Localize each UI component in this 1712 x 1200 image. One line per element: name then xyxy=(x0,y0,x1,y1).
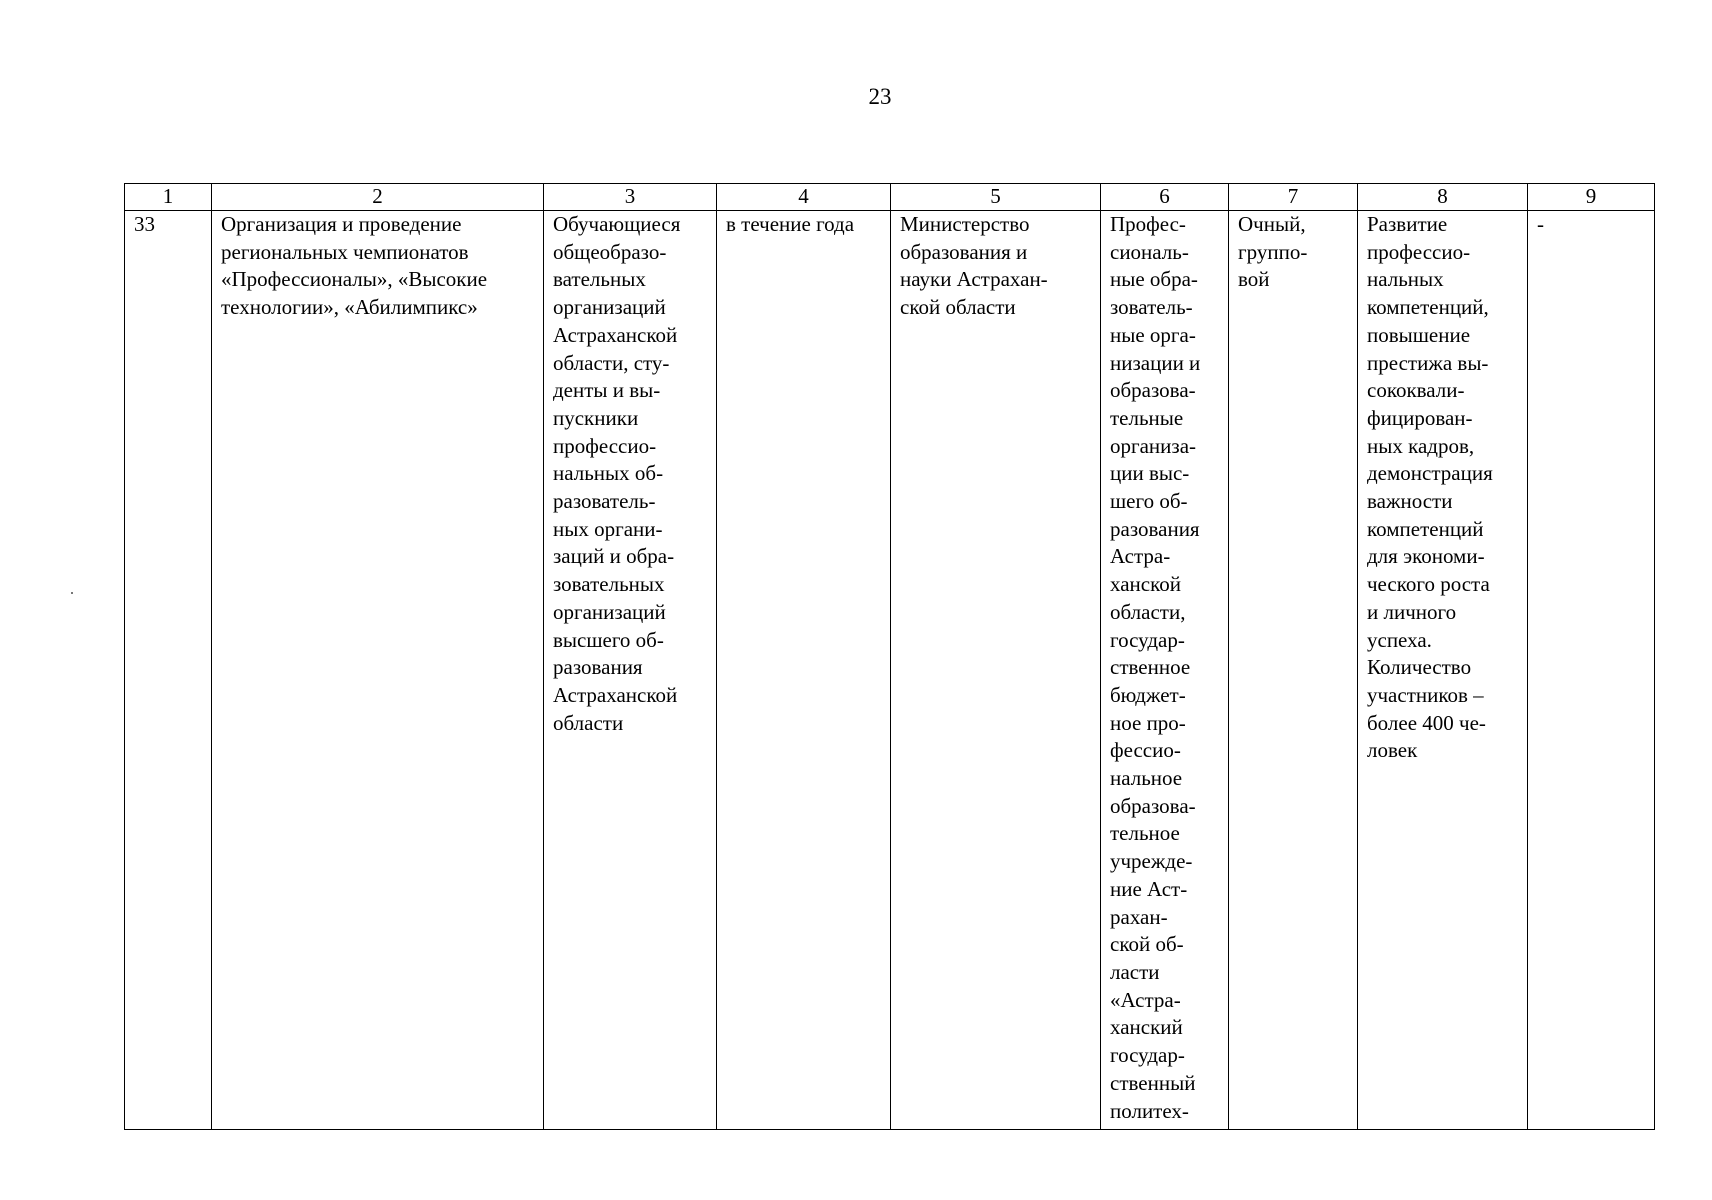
activity-table xyxy=(124,183,1655,1130)
responsible: Министерство образования и науки Астрахан- ской области xyxy=(900,212,1048,320)
notes: - xyxy=(1537,212,1544,236)
header-row xyxy=(125,184,1655,211)
scan-speck xyxy=(71,592,73,594)
column-header-9: 9 xyxy=(1528,184,1655,211)
participants: Обучающиеся общеобразо- вательных организаций Астраханской области, сту- денты и вы- пускники профессио- нальных об- разователь- ных органи- заций и обра- зовательных организаций высшего об- разования Астраханской области xyxy=(553,212,681,735)
format: Очный, группо- вой xyxy=(1238,212,1308,292)
column-header-3: 3 xyxy=(544,184,717,211)
format-cell xyxy=(1229,211,1358,1130)
participants-cell xyxy=(544,211,717,1130)
table-row xyxy=(125,211,1655,1130)
co-organizers: Профес- сиональ- ные обра- зователь- ные орга- низации и образова- тельные организа- ции выс- шего об- разования Астра- ханской области, государ- ственное бюджет- ное про- фессио- нальное образова- тельное учрежде- ние Аст- рахан- ской об- ласти «Астра- ханский государ- ственный политех- xyxy=(1110,212,1201,1123)
co-organizers-cell xyxy=(1101,211,1229,1130)
responsible-cell xyxy=(891,211,1101,1130)
period-cell xyxy=(717,211,891,1130)
row-number-cell xyxy=(125,211,212,1130)
column-header-5: 5 xyxy=(891,184,1101,211)
column-header-2: 2 xyxy=(212,184,544,211)
expected-result: Развитие профессио- нальных компетенций, повышение престижа вы- сококвали- фицирован- ных кадров, демонстрация важности компетенций для экономи- ческого роста и личного успеха. Количество участников – более 400 че- ловек xyxy=(1367,212,1493,763)
column-header-7: 7 xyxy=(1229,184,1358,211)
column-header-6: 6 xyxy=(1101,184,1229,211)
event-name-cell xyxy=(212,211,544,1130)
expected-result-cell xyxy=(1358,211,1528,1130)
column-header-1: 1 xyxy=(125,184,212,211)
column-header-8: 8 xyxy=(1358,184,1528,211)
period: в течение года xyxy=(726,212,855,236)
page-number: 23 xyxy=(868,84,892,109)
notes-cell xyxy=(1528,211,1655,1130)
column-header-4: 4 xyxy=(717,184,891,211)
row-number: 33 xyxy=(134,212,155,236)
event-name: Организация и проведение региональных чемпионатов «Профессионалы», «Высокие технологии», «Абилимпикс» xyxy=(221,212,488,320)
